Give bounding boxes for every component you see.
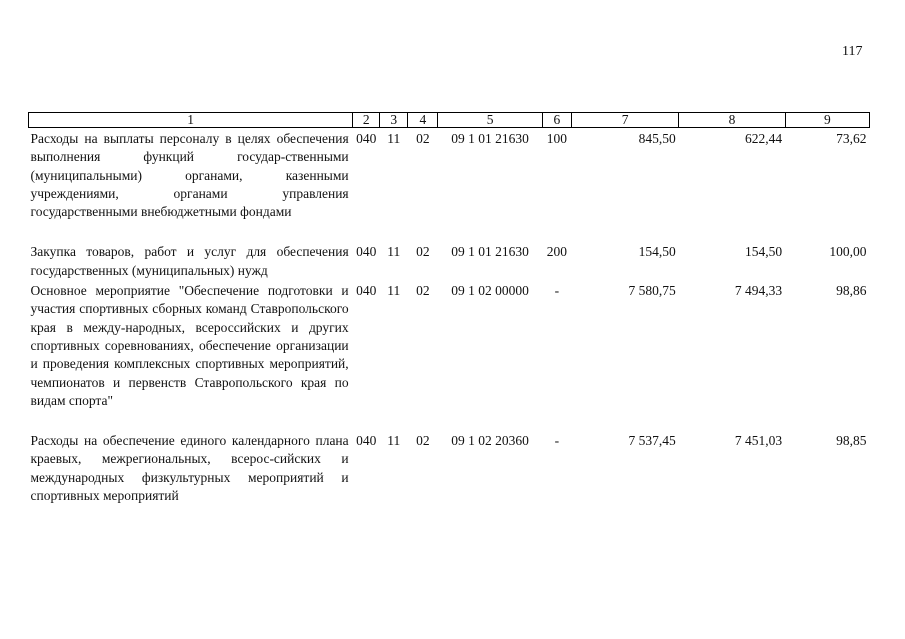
budget-table	[28, 112, 870, 505]
row-code-6: 200	[546, 244, 567, 260]
row-code-2: 040	[356, 244, 377, 260]
header-cell-4: 4	[408, 113, 438, 128]
row-code-4: 02	[416, 433, 430, 449]
row-code-2: 040	[356, 433, 377, 449]
spacer-cell	[29, 410, 870, 430]
row-value-8: 622,44	[745, 131, 783, 146]
row-code-5: 09 1 01 21630	[451, 244, 529, 260]
page-number: 117	[842, 44, 863, 59]
row-spacer	[29, 221, 870, 241]
row-code-6: 100	[546, 131, 567, 146]
row-value-9: 100,00	[829, 244, 867, 260]
header-cell-7: 7	[571, 113, 678, 128]
header-cell-9: 9	[785, 113, 869, 128]
row-value-9: 98,86	[836, 283, 867, 299]
header-cell-5: 5	[438, 113, 542, 128]
row-value-7: 154,50	[638, 244, 676, 260]
table-row	[29, 280, 870, 410]
row-code-6: -	[554, 283, 560, 299]
row-code-5: 09 1 02 20360	[451, 433, 529, 449]
row-code-3: 11	[387, 283, 401, 299]
row-value-8: 154,50	[745, 244, 783, 260]
row-code-2: 040	[356, 131, 377, 146]
table-row	[29, 241, 870, 280]
spacer-cell	[29, 221, 870, 241]
row-value-8: 7 451,03	[734, 433, 783, 449]
table-row	[29, 128, 870, 222]
row-code-3: 11	[387, 244, 401, 260]
header-cell-2: 2	[353, 113, 380, 128]
row-description: Расходы на выплаты персоналу в целях обеспечения выполнения функций государ-ственными (муниципальными) органами, казенными учреждениями, органами управления государственными внебюджетными фондами	[30, 131, 349, 220]
row-value-8: 7 494,33	[734, 283, 783, 299]
row-value-7: 845,50	[638, 131, 676, 146]
row-code-3: 11	[387, 433, 401, 449]
row-code-4: 02	[416, 283, 430, 299]
row-description: Расходы на обеспечение единого календарного плана краевых, межрегиональных, всерос-сийских и международных физкультурных мероприятий и спортивных мероприятий	[30, 433, 349, 504]
row-code-6: -	[554, 433, 560, 449]
row-spacer	[29, 410, 870, 430]
row-code-3: 11	[387, 131, 401, 146]
header-cell-3: 3	[380, 113, 408, 128]
row-code-4: 02	[416, 131, 430, 146]
row-code-5: 09 1 02 00000	[451, 283, 529, 299]
row-description: Закупка товаров, работ и услуг для обеспечения государственных (муниципальных) нужд	[30, 244, 349, 278]
row-value-9: 73,62	[836, 131, 867, 146]
row-code-2: 040	[356, 283, 377, 299]
row-description: Основное мероприятие "Обеспечение подготовки и участия спортивных сборных команд Ставропольского края в между-народных, всероссийских и других спортивных соревнованиях, обеспечение организации и проведения комплексных спортивных мероприятий, чемпионатов и первенств Ставропольского края по видам спорта"	[30, 283, 349, 408]
header-cell-1: 1	[29, 113, 353, 128]
row-value-7: 7 537,45	[628, 433, 676, 449]
row-value-9: 98,85	[836, 433, 867, 449]
table-row	[29, 430, 870, 505]
header-cell-8: 8	[679, 113, 785, 128]
header-row	[29, 113, 870, 128]
header-cell-6: 6	[542, 113, 571, 128]
row-value-7: 7 580,75	[628, 283, 676, 299]
row-code-4: 02	[416, 244, 430, 260]
row-code-5: 09 1 01 21630	[451, 131, 529, 146]
